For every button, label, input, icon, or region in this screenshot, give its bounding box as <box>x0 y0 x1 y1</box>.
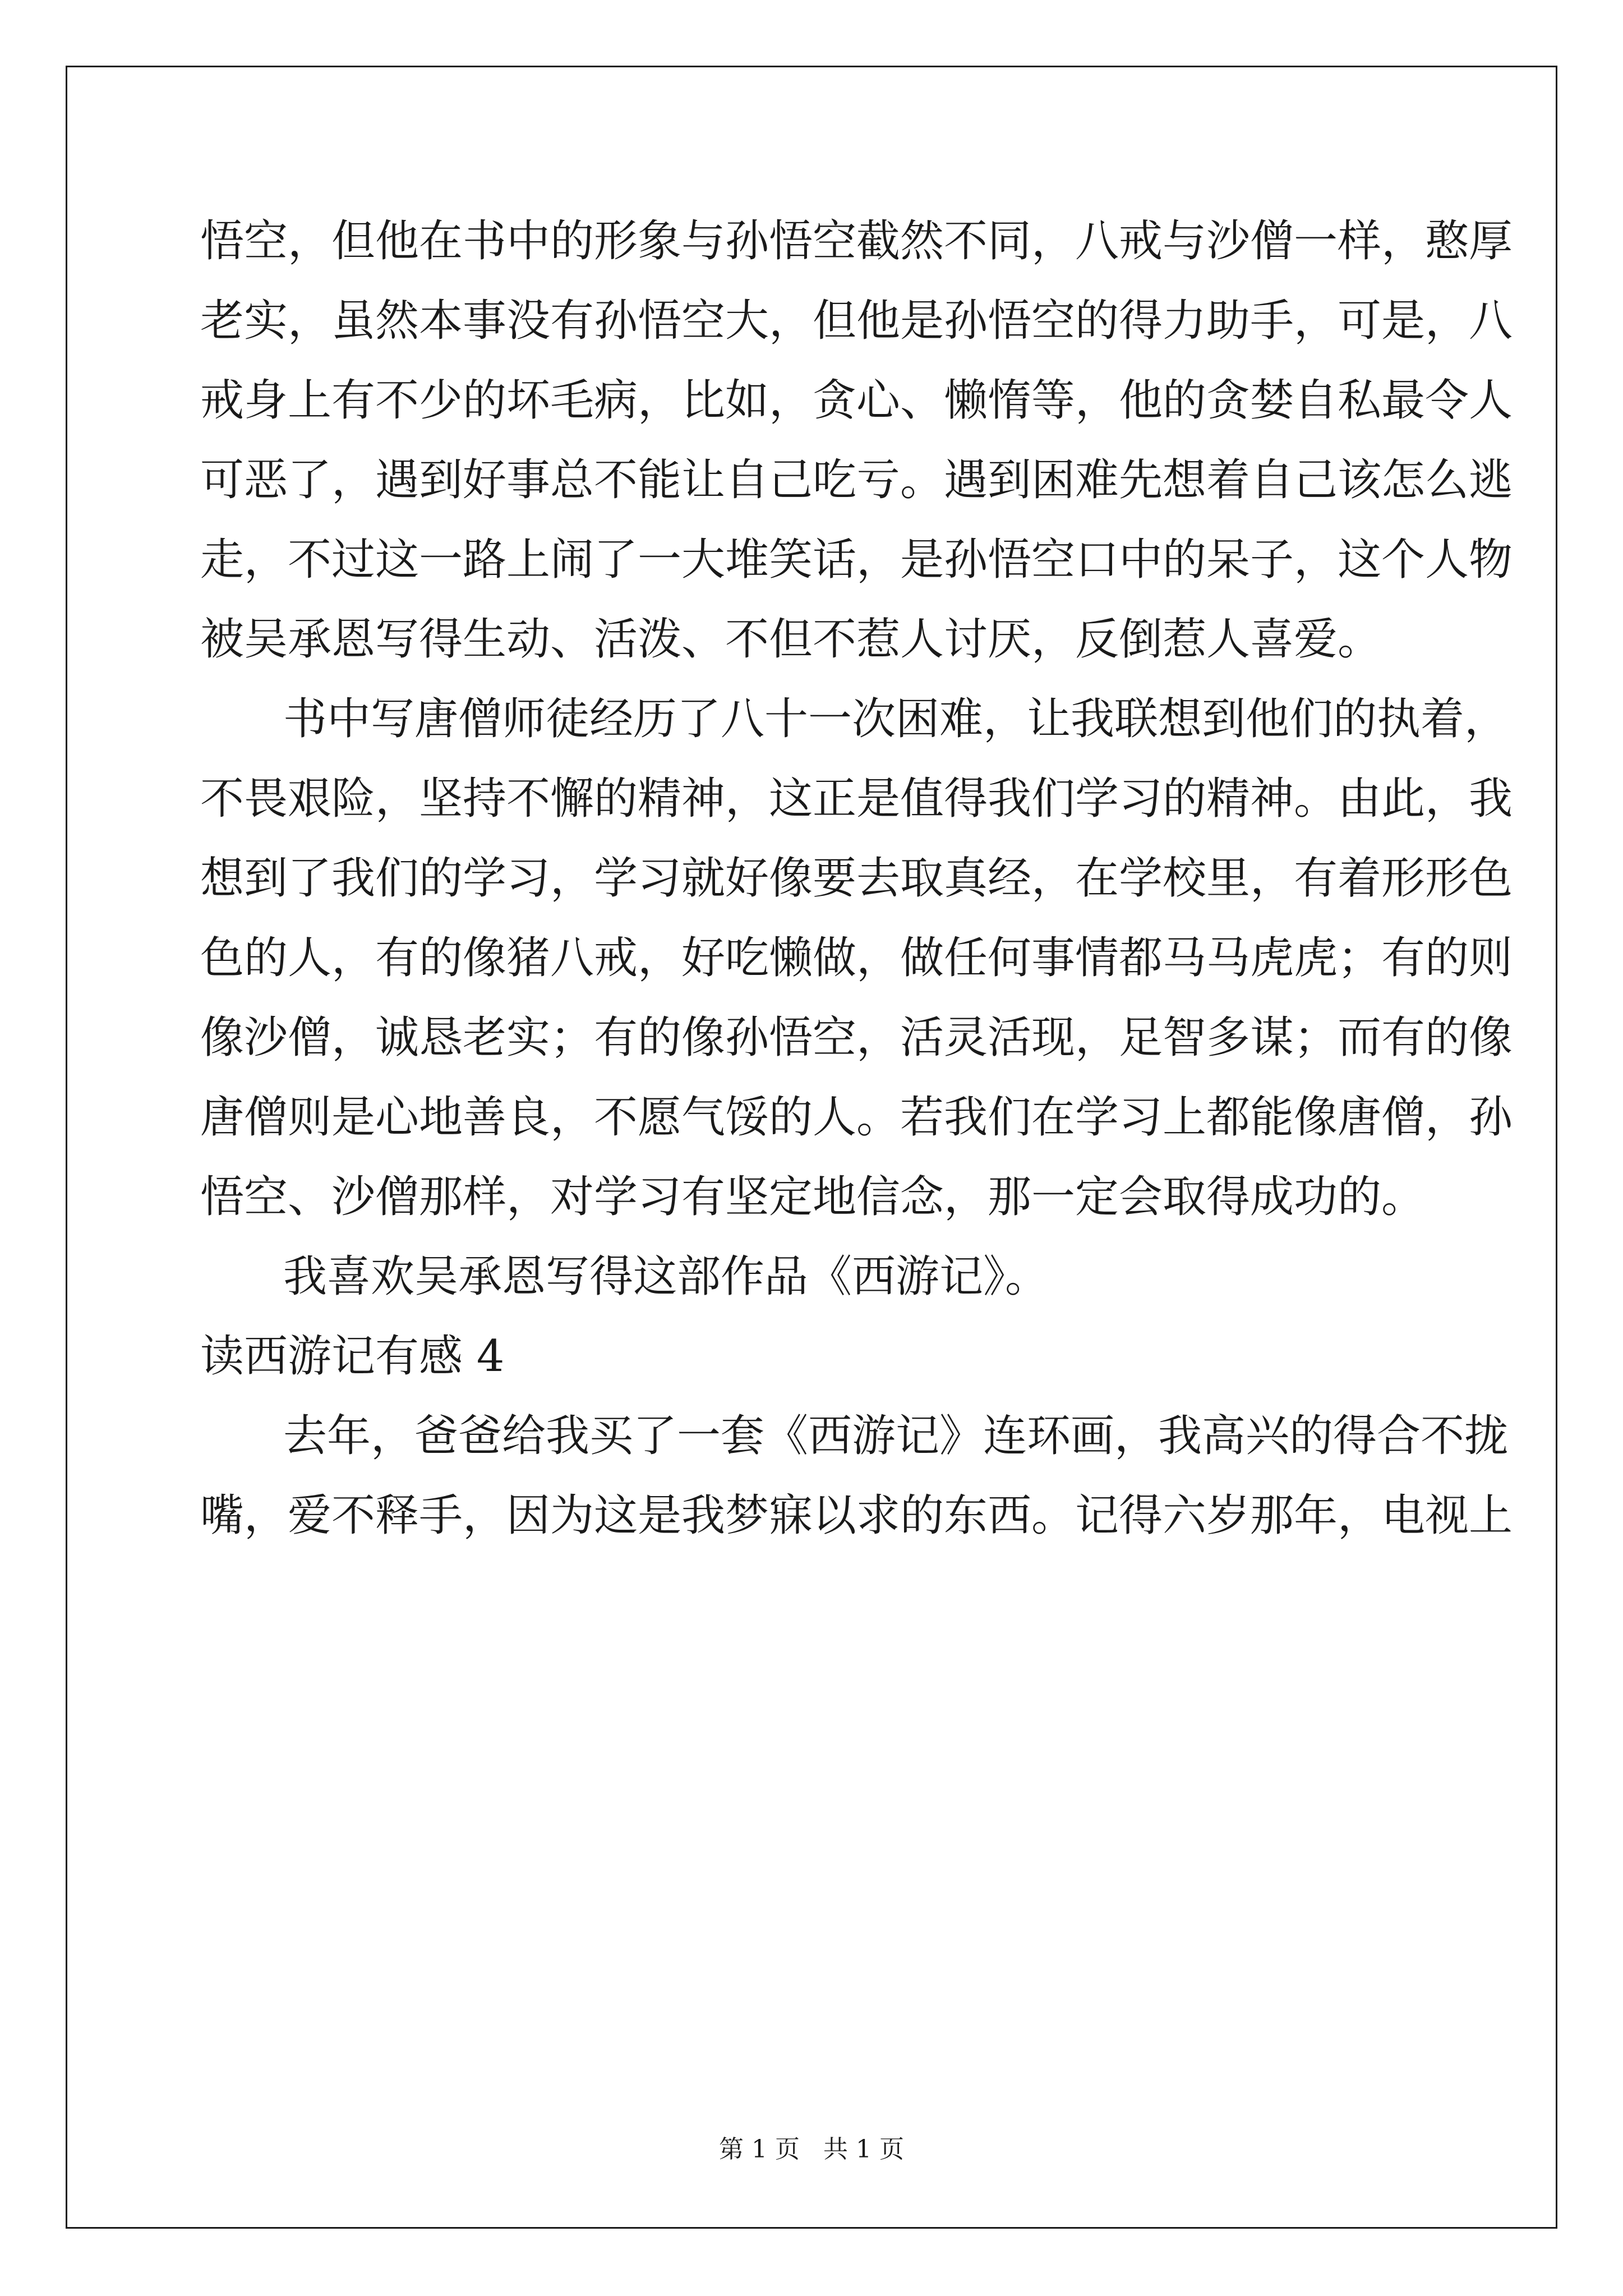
text-line: 被吴承恩写得生动、活泼、不但不惹人讨厌，反倒惹人喜爱。 <box>200 614 1382 665</box>
text-line: 像沙僧，诚恳老实；有的像孙悟空，活灵活现，足智多谋；而有的像 <box>200 1013 1513 1063</box>
text-line: 想到了我们的学习，学习就好像要去取真经，在学校里，有着形形色 <box>200 853 1513 904</box>
text-line: 老实，虽然本事没有孙悟空大，但他是孙悟空的得力助手，可是，八 <box>200 296 1513 346</box>
text-line: 可恶了，遇到好事总不能让自己吃亏。遇到困难先想着自己该怎么逃 <box>200 455 1513 505</box>
text-line: 唐僧则是心地善良，不愿气馁的人。若我们在学习上都能像唐僧，孙 <box>200 1092 1513 1143</box>
text-line: 戒身上有不少的坏毛病，比如，贪心、懒惰等，他的贪婪自私最令人 <box>200 375 1513 426</box>
text-line: 悟空、沙僧那样，对学习有坚定地信念，那一定会取得成功的。 <box>200 1172 1426 1222</box>
text-line: 不畏艰险，坚持不懈的精神，这正是值得我们学习的精神。由此，我 <box>200 774 1513 824</box>
paragraph-start-line: 我喜欢吴承恩写得这部作品《西游记》。 <box>283 1251 1049 1302</box>
section-heading: 读西游记有感 4 <box>200 1331 505 1382</box>
text-line: 悟空，但他在书中的形象与孙悟空截然不同，八戒与沙僧一样，憨厚 <box>200 216 1513 266</box>
page-number-footer: 第 1 页 共 1 页 <box>719 2135 904 2164</box>
text-line: 色的人，有的像猪八戒，好吃懒做，做任何事情都马马虎虎；有的则 <box>200 933 1513 983</box>
paragraph-start-line: 去年，爸爸给我买了一套《西游记》连环画，我高兴的得合不拢 <box>283 1411 1509 1461</box>
text-line: 走，不过这一路上闹了一大堆笑话，是孙悟空口中的呆子，这个人物 <box>200 535 1513 585</box>
paragraph-start-line: 书中写唐僧师徒经历了八十一次困难，让我联想到他们的执着， <box>283 694 1509 744</box>
text-line: 嘴，爱不释手，因为这是我梦寐以求的东西。记得六岁那年，电视上 <box>200 1490 1513 1541</box>
